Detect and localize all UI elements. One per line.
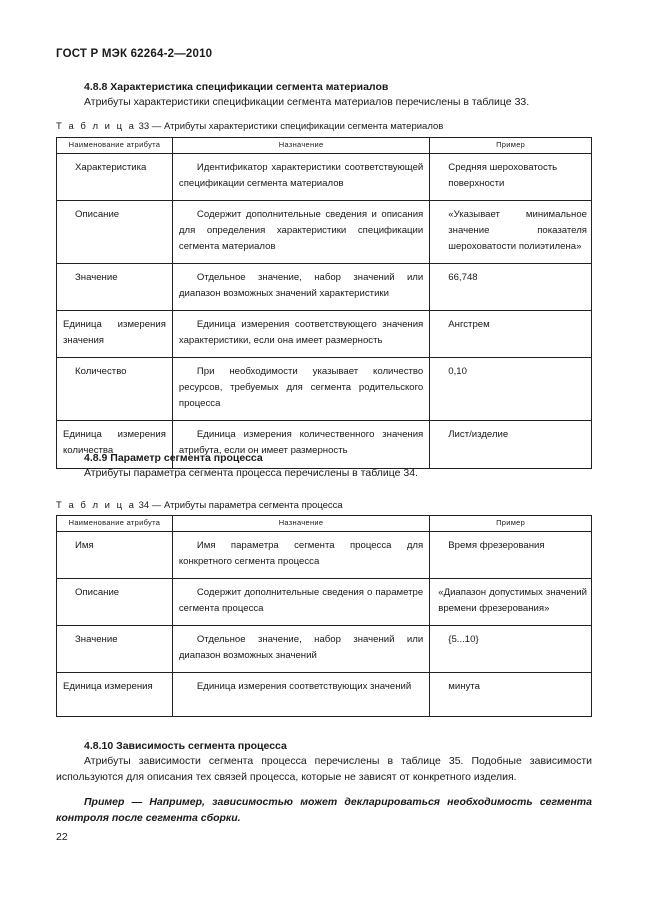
table-row	[57, 579, 592, 626]
cell-purpose: Содержит дополнительные сведения о параметре сегмента процесса	[178, 587, 424, 614]
table-34	[56, 515, 592, 717]
table34-caption	[56, 500, 343, 511]
cell-name: Значение	[75, 272, 118, 283]
cell-example: Время фрезерования	[448, 540, 545, 551]
cell-name: Количество	[75, 366, 127, 377]
section-4-8-9-heading: 4.8.9 Параметр сегмента процесса	[84, 452, 263, 464]
section-4-8-9-text: Атрибуты параметра сегмента процесса перечислены в таблице 34.	[84, 467, 418, 479]
table-row	[57, 264, 592, 311]
cell-purpose: Отдельное значение, набор значений или диапазон возможных значений	[178, 634, 424, 661]
table-row	[57, 358, 592, 421]
cell-name: Описание	[75, 587, 120, 598]
cell-purpose: Идентификатор характеристики соответствующей спецификации сегмента материалов	[178, 162, 424, 189]
table33-caption-prefix: Т а б л и ц а	[56, 121, 136, 132]
table-33	[56, 137, 592, 469]
table-header-row	[57, 138, 592, 154]
cell-example: Средняя шероховатость поверхности	[448, 162, 558, 189]
cell-purpose: При необходимости указывает количество ресурсов, требуемых для сегмента родительского процесса	[178, 366, 424, 409]
cell-example: «Указывает минимальное значение показателя шероховатости полиэтилена»	[448, 209, 587, 252]
section-4-8-8-heading: 4.8.8 Характеристика спецификации сегмента материалов	[84, 81, 389, 93]
cell-name: Единица измерения	[63, 681, 153, 692]
cell-example: Лист/изделие	[448, 429, 509, 440]
table-row	[57, 673, 592, 717]
example-note: Пример — Например, зависимостью может декларироваться необходимость сегмента контроля после сегмента сборки.	[56, 796, 592, 824]
cell-name: Единица измерения количества	[63, 429, 166, 456]
cell-example: минута	[448, 681, 480, 692]
cell-purpose: Имя параметра сегмента процесса для конкретного сегмента процесса	[178, 540, 424, 567]
table-row	[57, 154, 592, 201]
cell-purpose: Единица измерения количественного значения атрибута, если он имеет размерность	[178, 429, 424, 456]
table-row	[57, 311, 592, 358]
document-header: ГОСТ Р МЭК 62264-2—2010	[56, 48, 213, 60]
table-row	[57, 201, 592, 264]
cell-example: Ангстрем	[448, 319, 490, 330]
cell-example: {5...10}	[448, 634, 479, 645]
cell-purpose: Содержит дополнительные сведения и описания для определения характеристики спецификации сегмента материалов	[178, 209, 424, 252]
cell-name: Единица измерения значения	[63, 319, 166, 346]
cell-purpose: Единица измерения соответствующего значения характеристики, если она имеет размерность	[178, 319, 424, 346]
table-row	[57, 532, 592, 579]
col-header-purpose: Назначение	[172, 138, 429, 154]
table-row	[57, 626, 592, 673]
cell-purpose: Единица измерения соответствующих значений	[196, 681, 412, 692]
table34-caption-text: 34 — Атрибуты параметра сегмента процесса	[138, 500, 343, 511]
cell-name: Значение	[75, 634, 118, 645]
cell-example: 66,748	[448, 272, 478, 283]
col-header-purpose: Назначение	[172, 516, 429, 532]
table33-caption	[56, 121, 443, 132]
section-4-8-8-text: Атрибуты характеристики спецификации сегмента материалов перечислены в таблице 33.	[84, 96, 530, 108]
cell-example: 0,10	[448, 366, 467, 377]
cell-name: Имя	[75, 540, 94, 551]
page-number: 22	[56, 831, 68, 843]
col-header-example: Пример	[430, 516, 592, 532]
section-4-8-10-text: Атрибуты зависимости сегмента процесса перечислены в таблице 35. Подобные зависимости используются для описания тех связей процесса, которые не зависят от конкретного изделия.	[56, 755, 592, 783]
cell-purpose: Отдельное значение, набор значений или диапазон возможных значений характеристики	[178, 272, 424, 299]
cell-name: Характеристика	[75, 162, 147, 173]
table34-caption-prefix: Т а б л и ц а	[56, 500, 136, 511]
table-header-row	[57, 516, 592, 532]
col-header-name: Наименование атрибута	[57, 138, 173, 154]
col-header-example: Пример	[430, 138, 592, 154]
col-header-name: Наименование атрибута	[57, 516, 173, 532]
section-4-8-10-heading: 4.8.10 Зависимость сегмента процесса	[84, 740, 287, 752]
cell-name: Описание	[75, 209, 120, 220]
table33-caption-text: 33 — Атрибуты характеристики спецификации сегмента материалов	[138, 121, 444, 132]
cell-example: «Диапазон допустимых значений времени фрезерования»	[438, 587, 587, 614]
